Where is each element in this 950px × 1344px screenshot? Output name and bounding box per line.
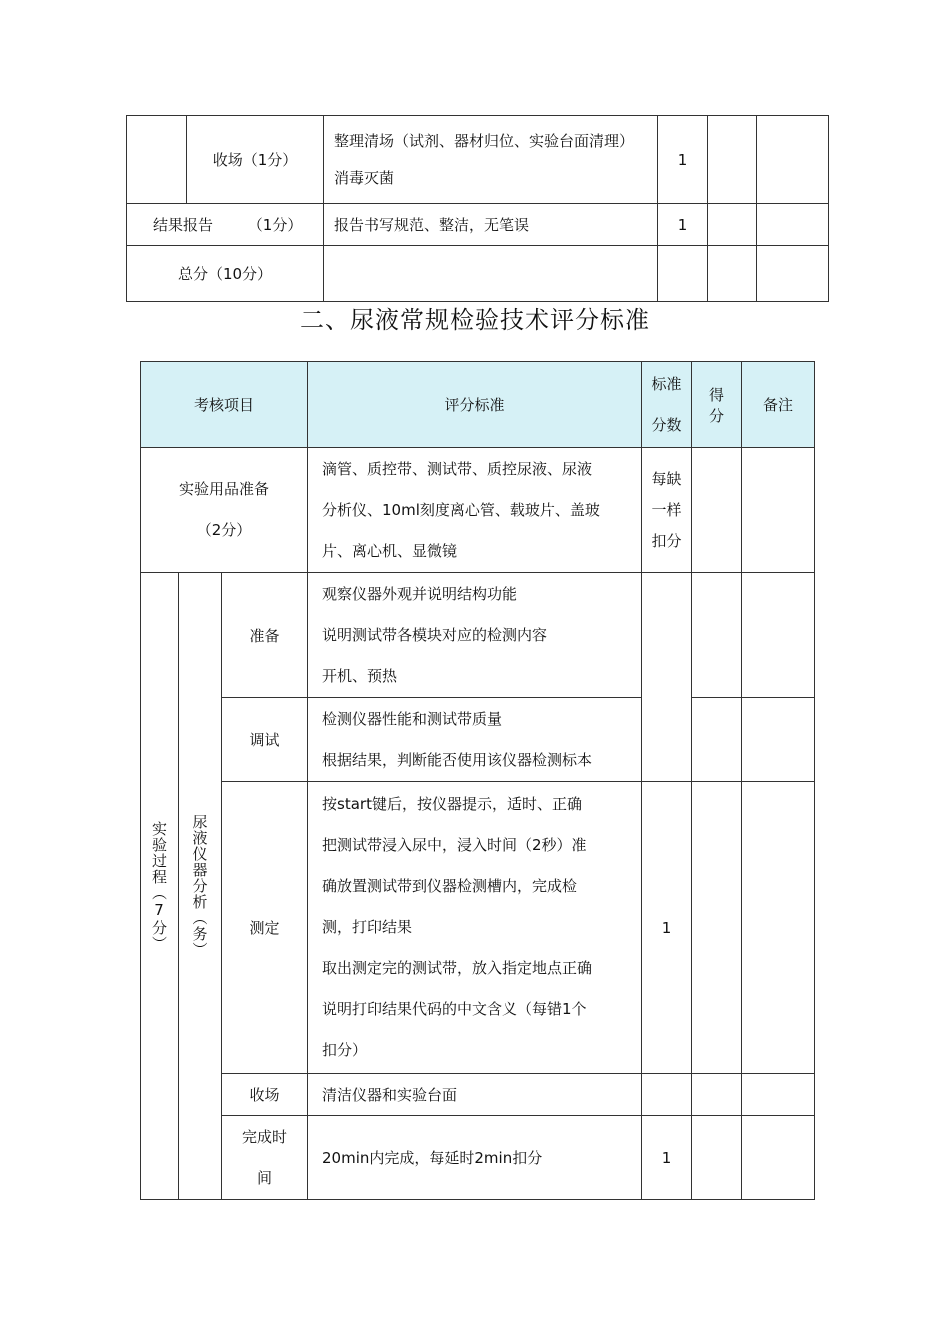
criteria-cell: 报告书写规范、整洁，无笔误 <box>324 204 658 246</box>
header-note: 备注 <box>742 362 815 448</box>
table-row <box>141 448 815 573</box>
table-row <box>141 1074 815 1116</box>
criteria-cell: 整理清场（试剂、器材归位、实验台面清理） 消毒灭菌 <box>324 116 658 204</box>
table-row <box>127 116 829 204</box>
table-row <box>141 1116 815 1200</box>
step-name: 收场 <box>222 1074 308 1116</box>
analyzer-label: 尿液仪器分析（务） <box>179 573 222 1200</box>
item-cell: 结果报告 （1分） <box>127 204 324 246</box>
item-cell: 收场（1分） <box>187 116 324 204</box>
total-cell: 总分（10分） <box>127 246 324 302</box>
header-item: 考核项目 <box>141 362 308 448</box>
table-row <box>141 698 815 782</box>
criteria-cell: 清洁仪器和实验台面 <box>308 1074 642 1116</box>
score-cell: 1 <box>642 782 692 1074</box>
table-row <box>127 204 829 246</box>
criteria-cell: 观察仪器外观并说明结构功能 说明测试带各模块对应的检测内容 开机、预热 <box>308 573 642 698</box>
item-cell: 实验用品准备 （2分） <box>141 448 308 573</box>
score-cell: 1 <box>658 116 708 204</box>
criteria-cell: 检测仪器性能和测试带质量 根据结果，判断能否使用该仪器检测标本 <box>308 698 642 782</box>
urine-scoring-table <box>140 361 815 1200</box>
score-cell: 每缺 一样 扣分 <box>642 448 692 573</box>
criteria-cell: 按start键后，按仪器提示，适时、正确 把测试带浸入尿中，浸入时间（2秒）准 确放置测试带到仪器检测槽内，完成检 测，打印结果 取出测定完的测试带，放入指定地点正确 说明打印结果代码的中文含义（每错1个 扣分） <box>308 782 642 1074</box>
score-cell: 1 <box>642 1116 692 1200</box>
header-criteria: 评分标准 <box>308 362 642 448</box>
header-got: 得分 <box>692 362 742 448</box>
table-row <box>127 246 829 302</box>
table-row <box>141 573 815 698</box>
table-row <box>141 782 815 1074</box>
process-label: 实验过程（7分） <box>141 573 179 1200</box>
criteria-cell: 20min内完成，每延时2min扣分 <box>308 1116 642 1200</box>
header-std-score: 标准 分数 <box>642 362 692 448</box>
step-name: 完成时 间 <box>222 1116 308 1200</box>
table-header <box>141 362 815 448</box>
section-title: 二、尿液常规检验技术评分标准 <box>300 306 650 334</box>
step-name: 调试 <box>222 698 308 782</box>
step-name: 准备 <box>222 573 308 698</box>
score-cell: 1 <box>658 204 708 246</box>
criteria-cell: 滴管、质控带、测试带、质控尿液、尿液 分析仪、10ml刻度离心管、载玻片、盖玻 片、离心机、显微镜 <box>308 448 642 573</box>
step-name: 测定 <box>222 782 308 1074</box>
scoring-table-continued <box>126 115 829 302</box>
